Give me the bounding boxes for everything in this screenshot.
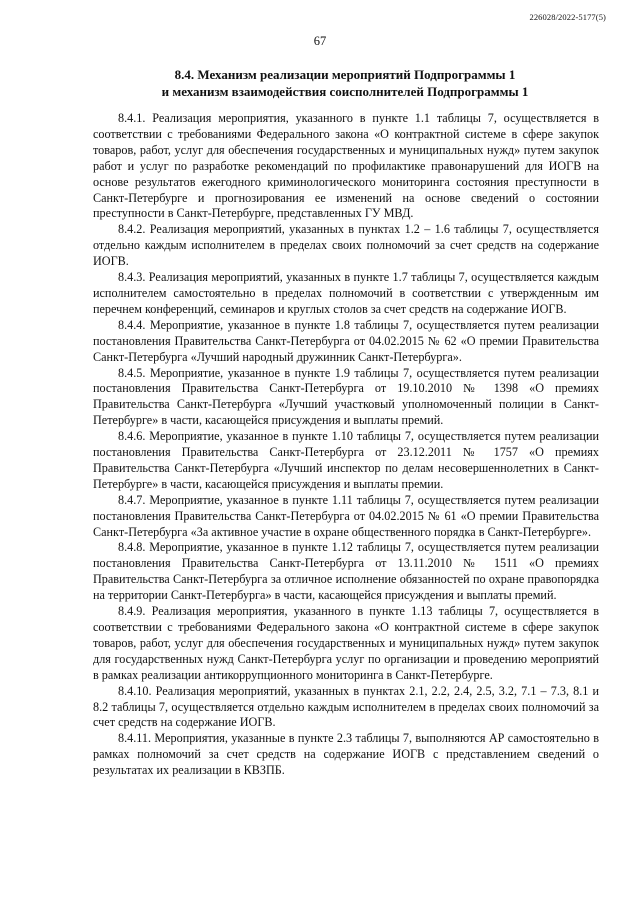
paragraph-8-4-4: 8.4.4. Мероприятие, указанное в пункте 1.8 таблицы 7, осуществляется путем реализации постановления Правительства Санкт-Петербурга от 04.02.2015 № 62 «О премии Правительства Санкт-Петербурга «Лучший народный дружинник Санкт-Петербурга».: [93, 317, 599, 364]
paragraph-8-4-5: 8.4.5. Мероприятие, указанное в пункте 1.9 таблицы 7, осуществляется путем реализации постановления Правительства Санкт-Петербурга от 19.10.2010 № 1398 «О премиях Правительства Санкт-Петербурга «Лучший участковый уполномоченный полиции в Санкт-Петербурге» в части, касающейся присуждения и выплаты премий.: [93, 365, 599, 428]
section-heading-line-2: и механизм взаимодействия соисполнителей Подпрограммы 1: [161, 84, 529, 99]
section-heading: [90, 66, 600, 100]
registration-number: 226028/2022-5177(5): [529, 12, 606, 22]
paragraph-8-4-8: 8.4.8. Мероприятие, указанное в пункте 1.12 таблицы 7, осуществляется путем реализации постановления Правительства Санкт-Петербурга от 13.11.2010 № 1511 «О премиях Правительства Санкт-Петербурга за отличное исполнение обязанностей по охране правопорядка на территории Санкт-Петербурга» в части, касающейся присуждения и выплаты премий.: [93, 540, 599, 603]
paragraph-8-4-1: 8.4.1. Реализация мероприятия, указанного в пункте 1.1 таблицы 7, осуществляется в соответствии с требованиями Федерального закона «О контрактной системе в сфере закупок товаров, работ, услуг для обеспечения государственных и муниципальных нужд» путем закупок работ и услуг по разработке рекомендаций по профилактике правонарушений для ИОГВ на основе результатов ежегодного криминологического мониторинга состояния преступности в Санкт-Петербурге и прогнозирования ее изменений на основе сведений о состоянии преступности в Санкт-Петербурге, представленных ГУ МВД.: [93, 111, 599, 221]
paragraph-8-4-6: 8.4.6. Мероприятие, указанное в пункте 1.10 таблицы 7, осуществляется путем реализации постановления Правительства Санкт-Петербурга от 23.12.2011 № 1757 «О премиях Правительства Санкт-Петербурга «Лучший инспектор по делам несовершеннолетних в Санкт-Петербурге» в части, касающейся присуждения и выплаты премии.: [93, 429, 599, 491]
paragraph-8-4-11: 8.4.11. Мероприятия, указанные в пункте 2.3 таблицы 7, выполняются АР самостоятельно в рамках полномочий за счет средств на содержание ИОГВ с представлением сведений о результатах их реализации в КВЗПБ.: [93, 731, 599, 778]
page-number: 67: [313, 34, 327, 48]
paragraph-8-4-3: 8.4.3. Реализация мероприятий, указанных в пункте 1.7 таблицы 7, осуществляется каждым исполнителем самостоятельно в пределах полномочий в соответствии с утвержденным им перечнем конференций, семинаров и круглых столов за счет средств на содержание ИОГВ.: [93, 270, 599, 316]
paragraph-8-4-9: 8.4.9. Реализация мероприятия, указанного в пункте 1.13 таблицы 7, осуществляется в соответствии с требованиями Федерального закона «О контрактной системе в сфере закупок товаров, работ, услуг для обеспечения государственных и муниципальных нужд» путем закупок для государственных нужд Санкт-Петербурга услуг по организации и проведению мероприятий в рамках реализации антикоррупционного мониторинга в Санкт-Петербурге.: [93, 604, 599, 682]
paragraph-8-4-7: 8.4.7. Мероприятие, указанное в пункте 1.11 таблицы 7, осуществляется путем реализации постановления Правительства Санкт-Петербурга от 04.02.2015 № 61 «О премии Правительства Санкт-Петербурга «За активное участие в охране общественного порядка в Санкт-Петербурге».: [93, 492, 599, 539]
paragraph-8-4-10: 8.4.10. Реализация мероприятий, указанных в пунктах 2.1, 2.2, 2.4, 2.5, 3.2, 7.1 – 7.3, 8.1 и 8.2 таблицы 7, осуществляется отдельно каждым исполнителем в пределах своих полномочий за счет средств на содержание ИОГВ.: [93, 683, 599, 730]
paragraph-8-4-2: 8.4.2. Реализация мероприятий, указанных в пунктах 1.2 – 1.6 таблицы 7, осуществляется отдельно каждым исполнителем в пределах своих полномочий за счет средств на содержание ИОГВ.: [93, 222, 599, 269]
section-body: [93, 111, 599, 779]
section-heading-line-1: 8.4. Механизм реализации мероприятий Подпрограммы 1: [174, 67, 516, 82]
